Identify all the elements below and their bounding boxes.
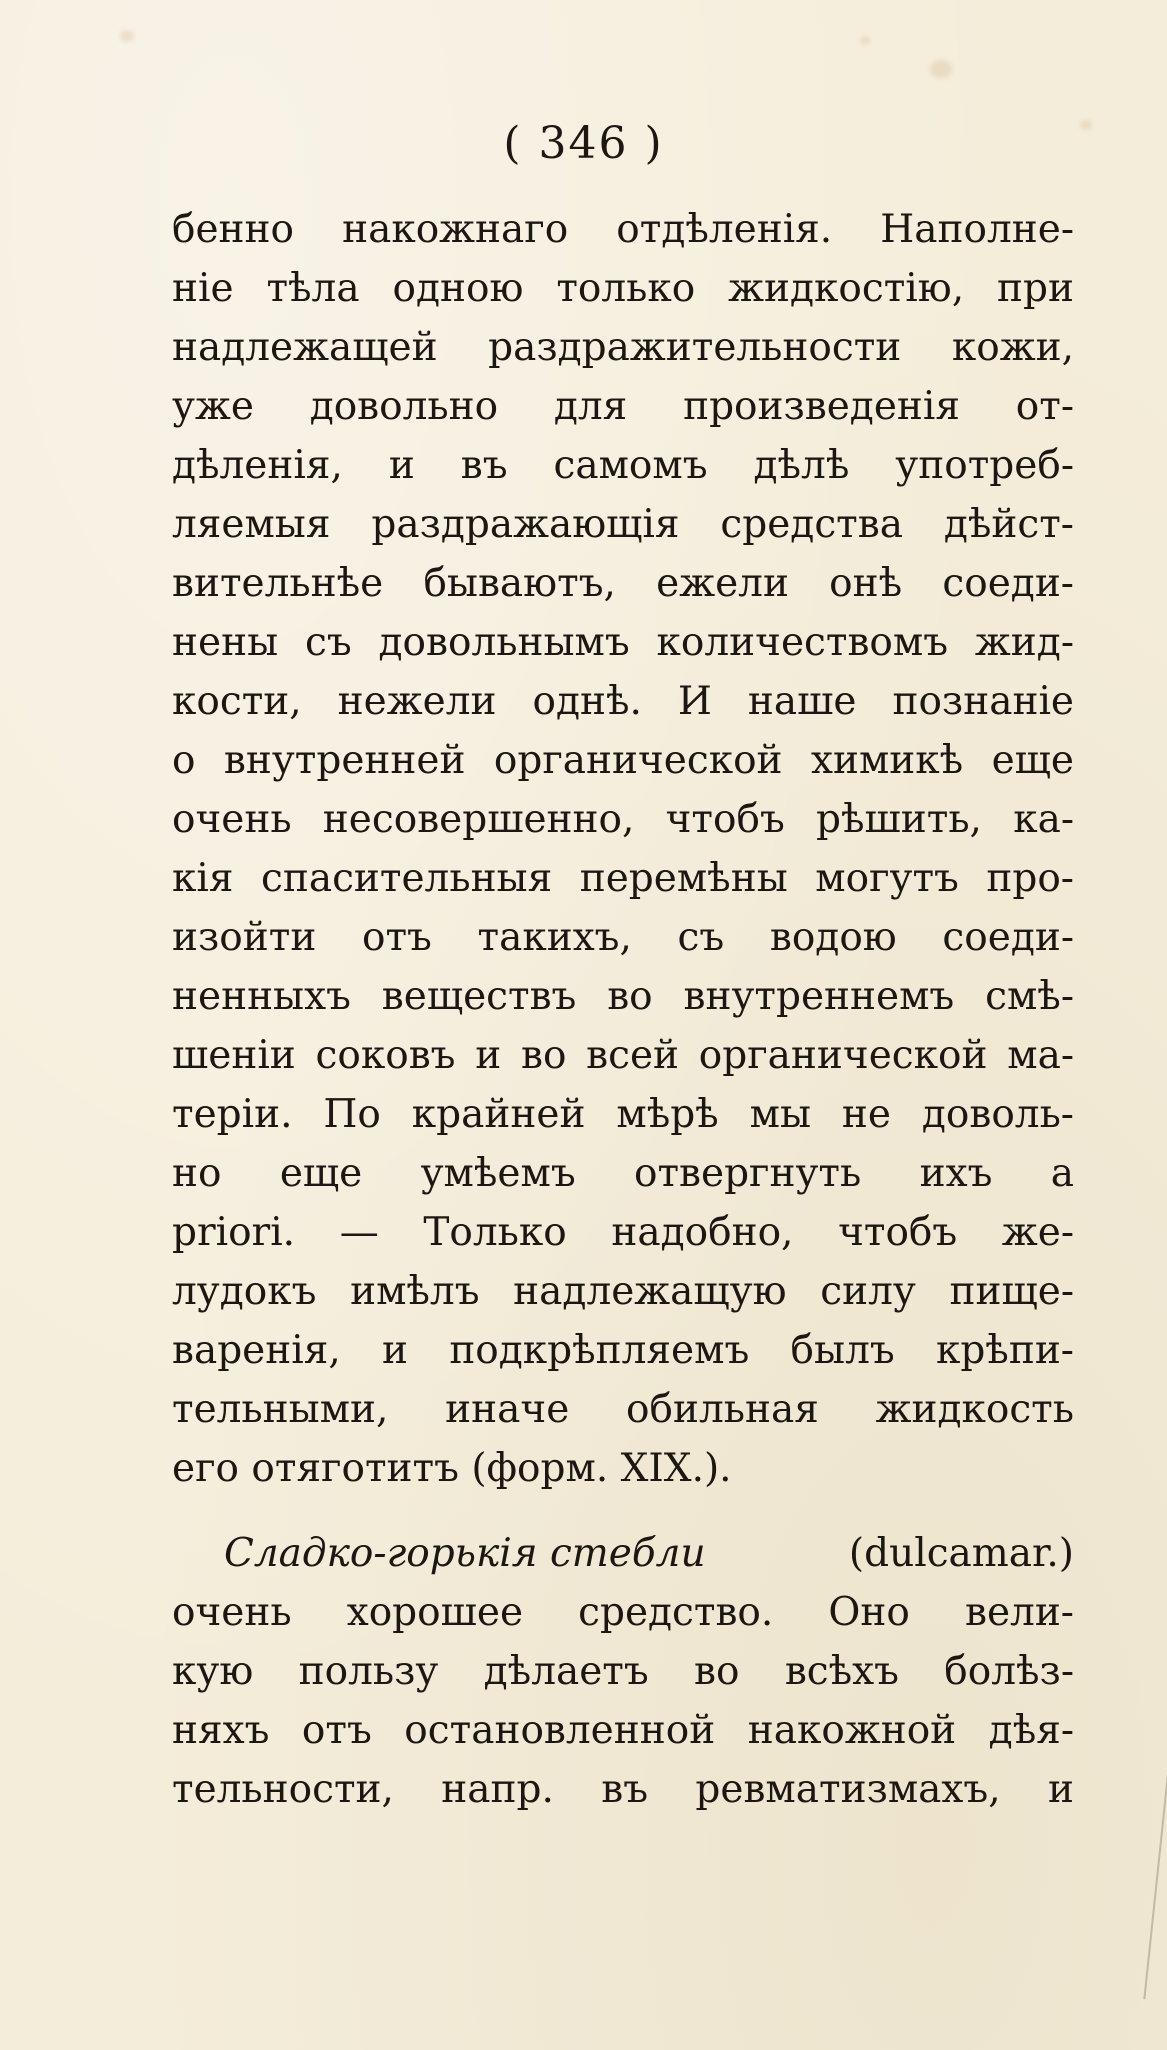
text-line: но еще умѣемъ отвергнуть ихъ а xyxy=(172,1151,1074,1196)
text-line: надлежащей раздражительности кожи, xyxy=(172,325,1074,370)
text-line: дѣленія, и въ самомъ дѣлѣ употреб- xyxy=(172,443,1074,488)
paragraph-opening-line xyxy=(172,1524,1074,1583)
text-line: варенія, и подкрѣпляемъ былъ крѣпи- xyxy=(172,1328,1074,1373)
text-line: ніе тѣла одною только жидкостію, при xyxy=(172,266,1074,311)
text-line: ляемыя раздражающія средства дѣйст- xyxy=(172,502,1074,547)
text-line: ненныхъ веществъ во внутреннемъ смѣ- xyxy=(172,974,1074,1019)
text-line: уже довольно для произведенія от- xyxy=(172,384,1074,429)
text-line: кія спасительныя перемѣны могутъ про- xyxy=(172,856,1074,901)
text-line: вительнѣе бываютъ, ежели онѣ соеди- xyxy=(172,561,1074,606)
italic-term: Сладко-горькія стебли xyxy=(224,1531,706,1576)
foxing-stain xyxy=(120,30,134,42)
text-line: очень несовершенно, чтобъ рѣшить, ка- xyxy=(172,797,1074,842)
foxing-stain xyxy=(860,36,870,45)
text-line: тельности, напр. въ ревматизмахъ, и xyxy=(172,1767,1074,1812)
latin-term: (dulcamar.) xyxy=(848,1531,1074,1576)
text-line: его отяготитъ (форм. XIX.). xyxy=(172,1446,732,1491)
body-text xyxy=(172,200,1074,1819)
text-line: бенно накожнаго отдѣленія. Наполне- xyxy=(172,207,1074,252)
foxing-stain xyxy=(930,60,952,78)
text-line: кости, нежели однѣ. И наше познаніе xyxy=(172,679,1074,724)
text-line: очень хорошее средство. Оно вели- xyxy=(172,1590,1074,1635)
text-line: теріи. По крайней мѣрѣ мы не доволь- xyxy=(172,1092,1074,1137)
text-line: лудокъ имѣлъ надлежащую силу пище- xyxy=(172,1269,1074,1314)
page-edge-mark xyxy=(1143,1701,1167,2000)
text-line: шеніи соковъ и во всей органической ма- xyxy=(172,1033,1074,1078)
text-line: тельными, иначе обильная жидкость xyxy=(172,1387,1074,1432)
text-line: изойти отъ такихъ, съ водою соеди- xyxy=(172,915,1074,960)
text-line: priori. — Только надобно, чтобъ же- xyxy=(172,1210,1074,1255)
text-line: кую пользу дѣлаетъ во всѣхъ болѣз- xyxy=(172,1649,1074,1694)
page-number: ( 346 ) xyxy=(503,118,664,169)
paragraph-gap xyxy=(172,1498,1074,1524)
text-line: няхъ отъ остановленной накожной дѣя- xyxy=(172,1708,1074,1753)
text-line: нены съ довольнымъ количествомъ жид- xyxy=(172,620,1074,665)
text-line: о внутренней органической химикѣ еще xyxy=(172,738,1074,783)
